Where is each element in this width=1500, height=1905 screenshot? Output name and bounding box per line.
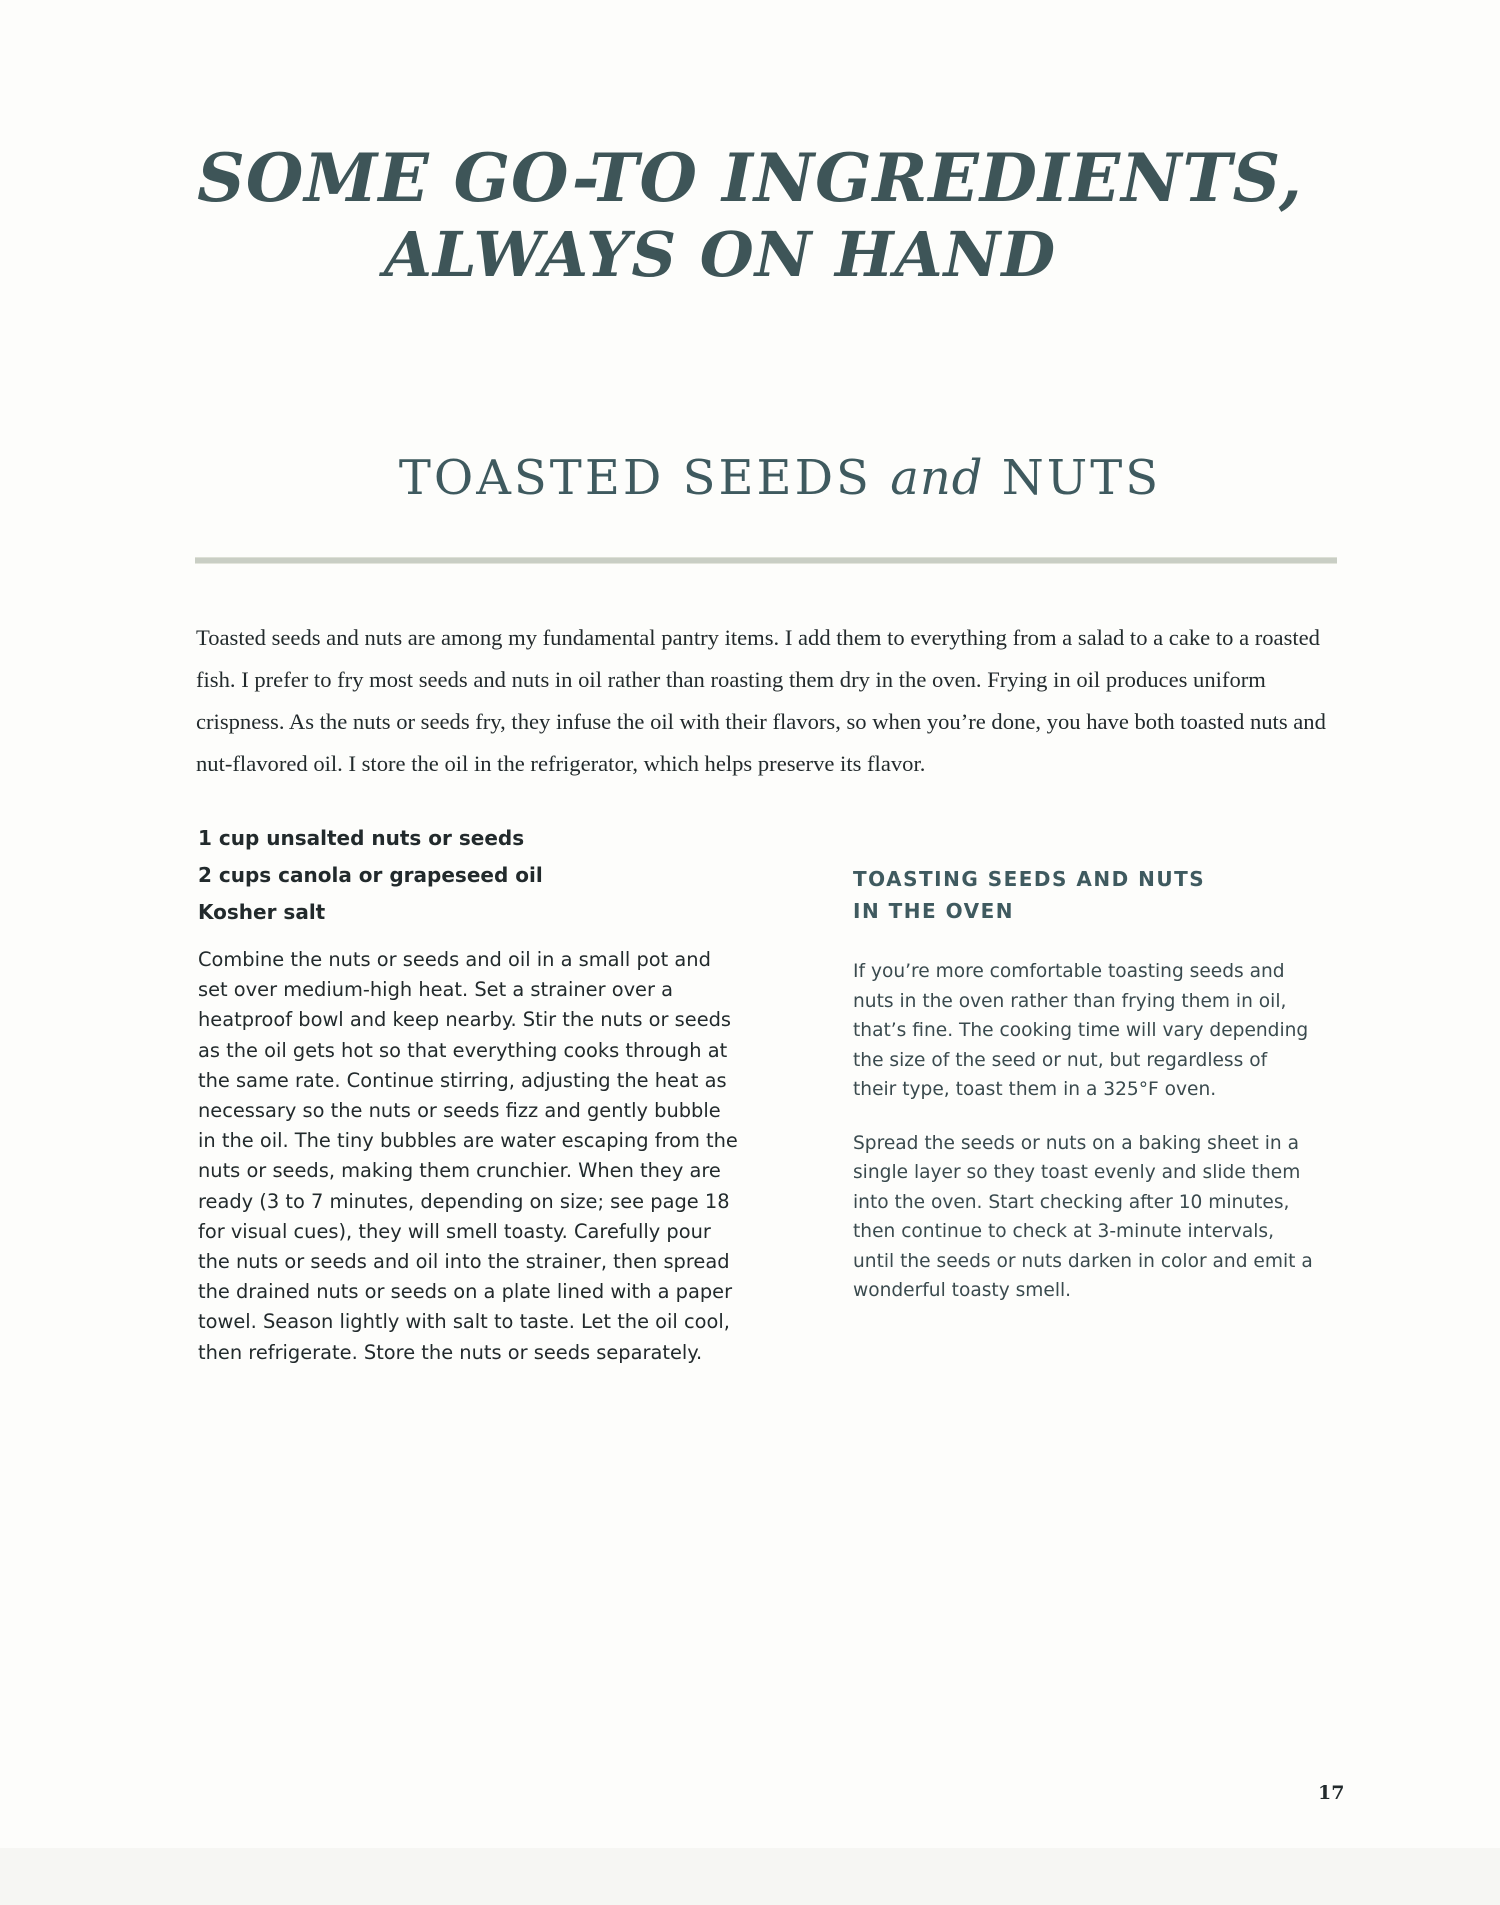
chapter-title-line-1: SOME GO-TO INGREDIENTS, — [197, 139, 1303, 217]
sidebar-tip — [853, 863, 1315, 1306]
title-divider — [195, 557, 1337, 564]
ingredient-item: 2 cups canola or grapeseed oil — [198, 863, 543, 887]
recipe-title-and: and — [890, 450, 984, 506]
recipe-title-part-2: NUTS — [1001, 450, 1162, 506]
recipe-title-part-1: TOASTED SEEDS — [398, 450, 872, 506]
ingredient-item: Kosher salt — [198, 900, 326, 924]
sidebar-heading — [853, 863, 1315, 927]
sidebar-paragraph-1: If you’re more comfortable toasting seeds and nuts in the oven rather than frying them in oil, that’s fine. The cooking time will vary depending the size of the seed or nut, but regardless of their type, toast them in a 325°F oven. — [853, 961, 1309, 1100]
ingredient-item: 1 cup unsalted nuts or seeds — [198, 826, 525, 850]
chapter-title — [190, 140, 1310, 291]
recipe-method: Combine the nuts or seeds and oil in a small pot and set over medium-high heat. Set a strainer over a heatproof bowl and keep nearby. Stir the nuts or seeds as the oil gets hot so that everything cooks through at the same rate. Continue stirring, adjusting the heat as necessary so the nuts or seeds fizz and gently bubble in the oil. The tiny bubbles are water escaping from the nuts or seeds, making them crunchier. When they are ready (3 to 7 minutes, depending on size; see page 18 for visual cues), they will smell toasty. Carefully pour the nuts or seeds and oil into the strainer, then spread the drained nuts or seeds on a plate lined with a paper towel. Season lightly with salt to taste. Let the oil cool, then refrigerate. Store the nuts or seeds separately. — [198, 948, 738, 1364]
scan-edge — [0, 1848, 1500, 1905]
chapter-title-line-2: ALWAYS ON HAND — [383, 217, 1057, 291]
ingredient-list — [198, 820, 738, 931]
recipe-column — [198, 820, 738, 1368]
recipe-intro: Toasted seeds and nuts are among my fundamental pantry items. I add them to everything from a salad to a cake to a roasted fish. I prefer to fry most seeds and nuts in oil rather than roasting them dry in the oven. Frying in oil produces uniform crispness. As the nuts or seeds fry, they infuse the oil with their flavors, so when you’re done, you have both toasted nuts and nut-flavored oil. I store the oil in the refrigerator, which helps preserve its flavor. — [196, 625, 1326, 776]
sidebar-heading-line-2: IN THE OVEN — [853, 899, 1014, 923]
page-number: 17 — [1318, 1782, 1345, 1804]
recipe-title — [190, 450, 1370, 506]
sidebar-paragraph-2: Spread the seeds or nuts on a baking sheet in a single layer so they toast evenly and slide them into the oven. Start checking after 10 minutes, then continue to check at 3-minute intervals, until the seeds or nuts darken in color and emit a wonderful toasty smell. — [853, 1132, 1313, 1301]
sidebar-heading-line-1: TOASTING SEEDS AND NUTS — [853, 867, 1206, 891]
